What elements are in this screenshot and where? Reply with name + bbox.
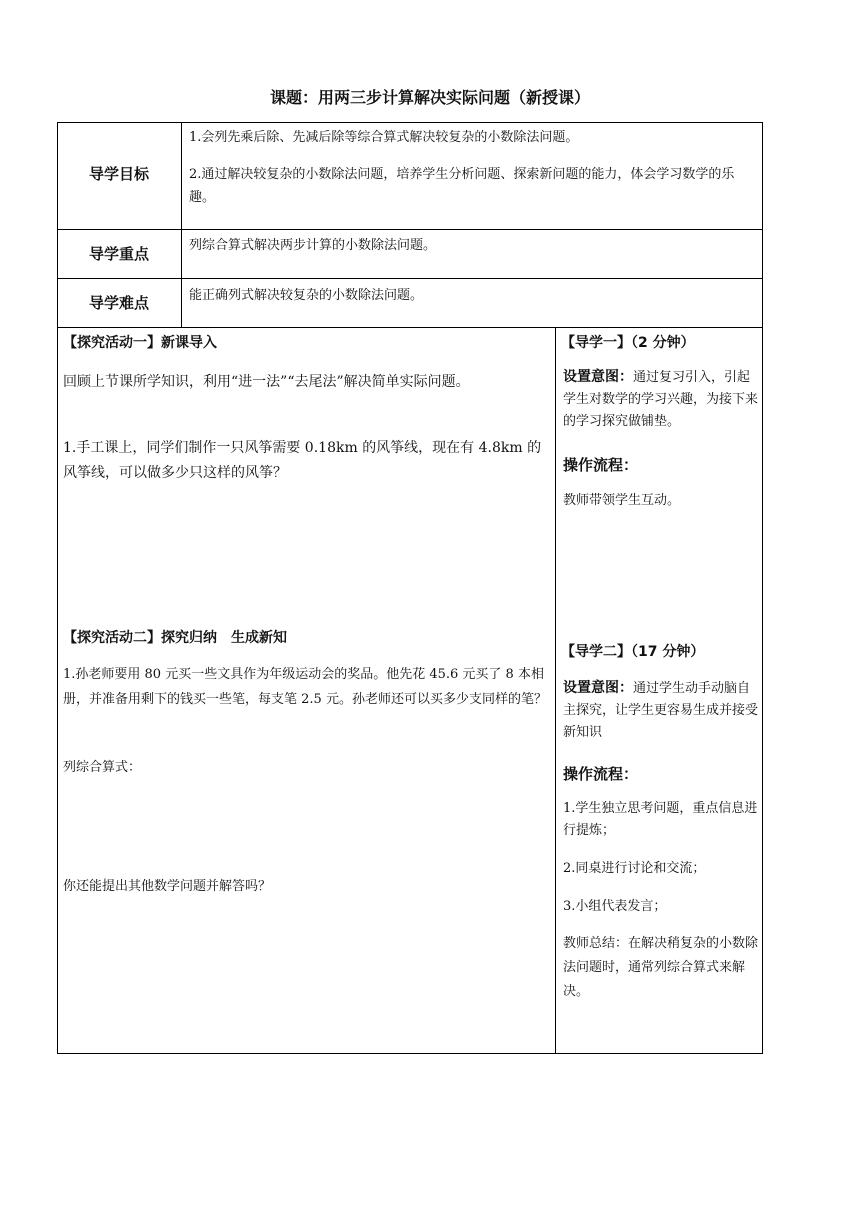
key-point-text: 列综合算式解决两步计算的小数除法问题。 bbox=[189, 238, 437, 253]
activity2-formula-label: 列综合算式： bbox=[63, 760, 142, 775]
activity1-problem: 1.手工课上，同学们制作一只风筝需要 0.18km 的风筝线，现在有 4.8km 的风筝线，可以做多少只这样的风筝？ bbox=[63, 440, 542, 481]
difficulty-text: 能正确列式解决较复杂的小数除法问题。 bbox=[189, 288, 424, 303]
activity2-problem: 1.孙老师要用 80 元买一些文具作为年级运动会的奖品。他先花 45.6 元买了 8 本相册，并准备用剩下的钱买一些笔，每支笔 2.5 元。孙老师还可以买多少支同样的笔？ bbox=[63, 667, 547, 707]
key-point-header: 导学重点 bbox=[88, 245, 149, 263]
goal-item: 2.通过解决较复杂的小数除法问题，培养学生分析问题、探索新问题的能力，体会学习数学的乐趣。 bbox=[189, 167, 735, 205]
guide2-step: 3.小组代表发言； bbox=[563, 899, 667, 914]
row-divider bbox=[57, 278, 763, 279]
page-title: 课题：用两三步计算解决实际问题（新授课） bbox=[269, 88, 590, 107]
guide2-step: 1.学生独立思考问题，重点信息进行提炼； bbox=[563, 801, 758, 838]
guide2-intent-text: 通过学生动手动脑自主探究，让学生更容易生成并接受新知识 bbox=[563, 681, 759, 740]
difficulty-header: 导学难点 bbox=[88, 294, 149, 312]
guide1-process-text: 教师带领学生互动。 bbox=[563, 493, 681, 508]
activity1-heading: 【探究活动一】新课导入 bbox=[63, 335, 217, 351]
guide2-heading: 【导学二】（17 分钟） bbox=[561, 644, 705, 660]
guide2-step: 2.同桌进行讨论和交流； bbox=[563, 861, 706, 876]
info-table-divider bbox=[181, 122, 182, 328]
guide1-process-label: 操作流程： bbox=[563, 456, 639, 474]
activity2-heading: 【探究活动二】探究归纳 生成新知 bbox=[63, 630, 287, 646]
guide1-heading: 【导学一】（2 分钟） bbox=[561, 335, 695, 351]
guide2-intent-label: 设置意图： bbox=[563, 680, 633, 696]
goal-item: 1.会列先乘后除、先减后除等综合算式解决较复杂的小数除法问题。 bbox=[189, 130, 579, 145]
guide2-summary: 教师总结：在解决稍复杂的小数除法问题时，通常列综合算式来解决。 bbox=[563, 936, 759, 999]
guide2-process-label: 操作流程： bbox=[563, 765, 639, 783]
guide2-intent bbox=[563, 677, 758, 744]
guide1-intent-text: 通过复习引入，引起学生对数学的学习兴趣，为接下来的学习探究做铺垫。 bbox=[563, 370, 759, 429]
activity2-question: 你还能提出其他数学问题并解答吗？ bbox=[63, 879, 272, 894]
goals-header: 导学目标 bbox=[88, 165, 149, 183]
row-divider bbox=[57, 229, 763, 230]
activity-table-divider bbox=[555, 327, 556, 1054]
activity1-intro: 回顾上节课所学知识，利用“进一法”“去尾法”解决简单实际问题。 bbox=[63, 374, 470, 390]
guide1-intent bbox=[563, 366, 758, 433]
guide1-intent-label: 设置意图： bbox=[563, 369, 633, 385]
